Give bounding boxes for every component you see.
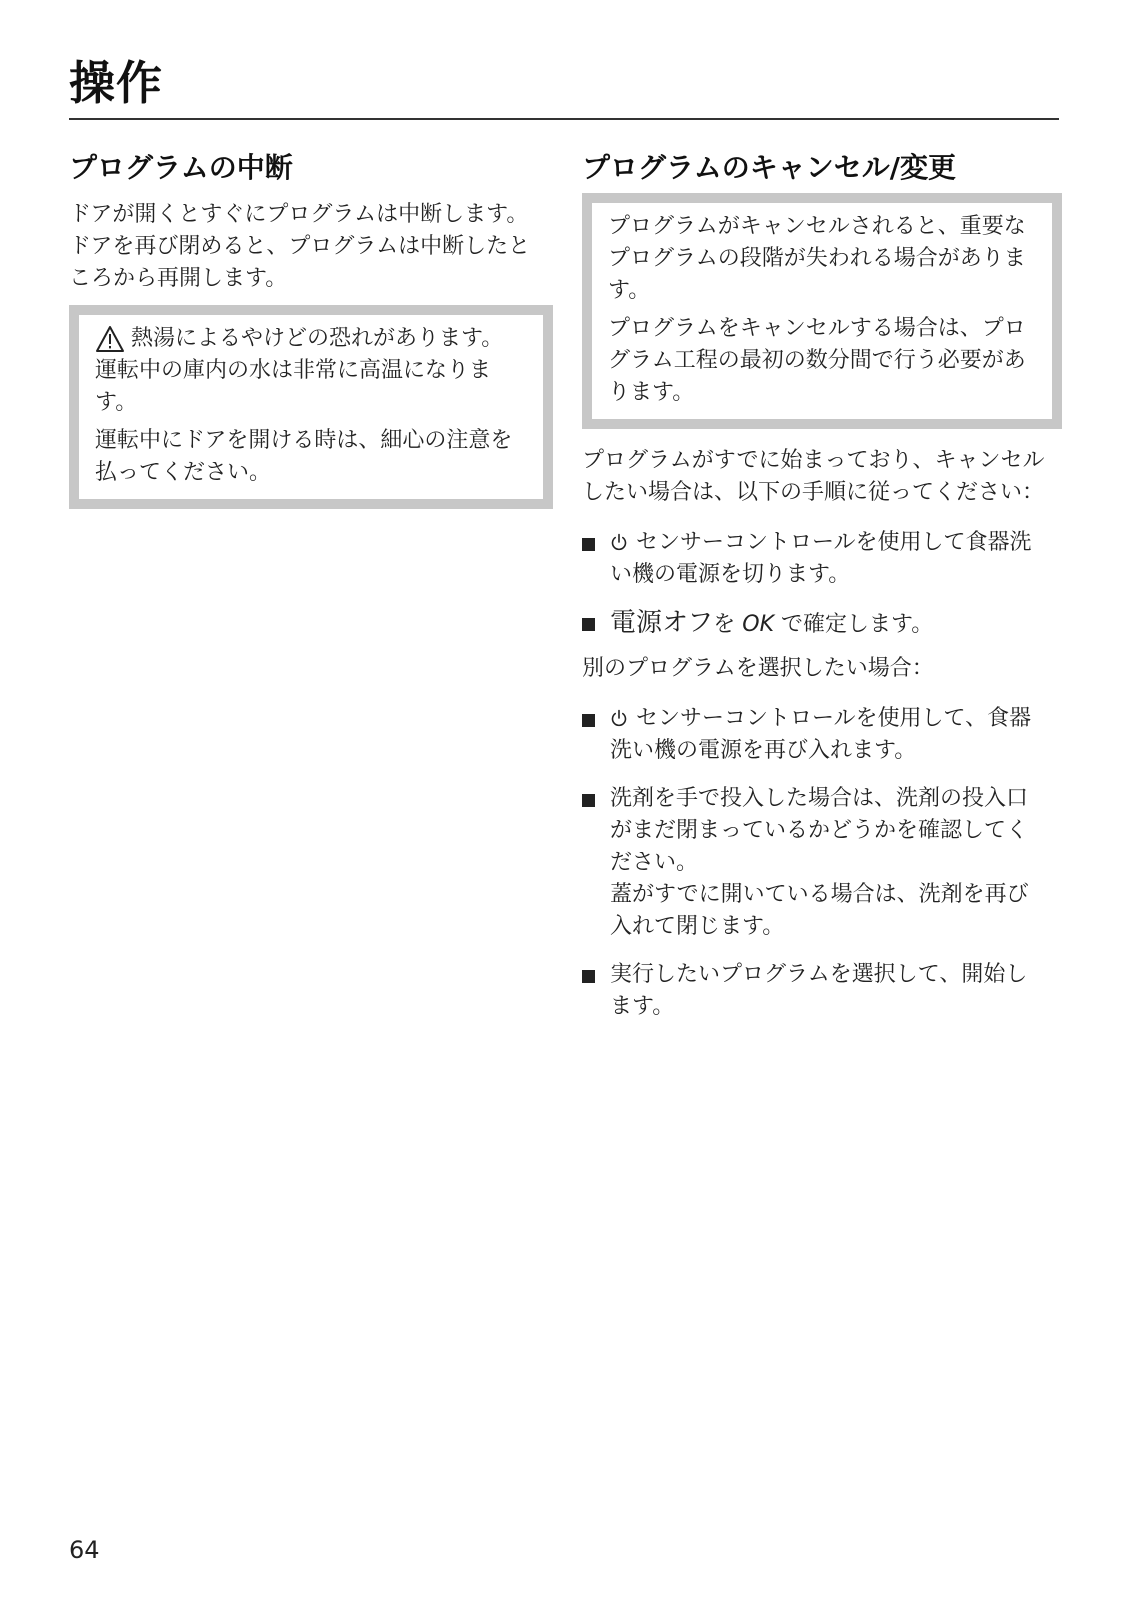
cancel-steps-list — [582, 527, 1062, 641]
list-item: 実行したいプログラムを選択して、開始し ます。 — [582, 959, 1062, 1023]
warning-text-2: 運転中にドアを開ける時は、細心の注意を 払ってください。 — [95, 428, 513, 485]
section-heading-interrupt: プログラムの中断 — [69, 151, 293, 184]
warning-title-row — [95, 323, 529, 355]
power-icon — [610, 709, 628, 727]
bullet-square — [582, 794, 595, 807]
list-item: センサーコントロールを使用して、食器 洗い機の電源を再び入れます。 — [582, 703, 1062, 767]
left-column — [69, 150, 553, 509]
select-intro: 別のプログラムを選択したい場合： — [582, 656, 934, 681]
note-text-1: プログラムがキャンセルされると、重要な プログラムの段階が失われる場合がありま す。 — [608, 214, 1026, 303]
bullet-square — [582, 714, 595, 727]
bullet-square — [582, 538, 595, 551]
section-heading-cancel: プログラムのキャンセル/変更 — [582, 151, 956, 184]
note-text-2: プログラムをキャンセルする場合は、プロ グラム工程の最初の数分間で行う必要があ ります。 — [608, 316, 1026, 405]
select-steps-list — [582, 703, 1062, 1023]
ok-key-label: OK — [742, 612, 774, 637]
bullet-square — [582, 970, 595, 983]
warning-title: 熱湯によるやけどの恐れがあります。 — [131, 326, 504, 351]
power-icon — [610, 533, 628, 551]
right-column — [582, 150, 1062, 1023]
interrupt-intro: ドアが開くとすぐにプログラムは中断します。 ドアを再び閉めると、プログラムは中断したと ころから再開します。 — [69, 202, 531, 291]
warning-box — [69, 305, 553, 509]
warning-triangle-icon — [95, 325, 125, 353]
display-term-power-off: 電源オフ — [610, 608, 714, 638]
list-item: 電源オフを OK で確定します。 — [582, 607, 1062, 641]
bullet-square — [582, 618, 595, 631]
note-box — [582, 193, 1062, 429]
warning-text-1: 運転中の庫内の水は非常に高温になりま す。 — [95, 358, 492, 415]
list-item: 洗剤を手で投入した場合は、洗剤の投入口 がまだ閉まっているかどうかを確認してく ださい。 蓋がすでに開いている場合は、洗剤を再び 入れて閉じます。 — [582, 783, 1062, 943]
page-number: 64 — [69, 1536, 100, 1564]
title-divider — [69, 118, 1059, 120]
page-title: 操作 — [69, 56, 163, 110]
list-item: センサーコントロールを使用して食器洗 い機の電源を切ります。 — [582, 527, 1062, 591]
cancel-intro: プログラムがすでに始まっており、キャンセル したい場合は、以下の手順に従ってください： — [582, 448, 1045, 505]
